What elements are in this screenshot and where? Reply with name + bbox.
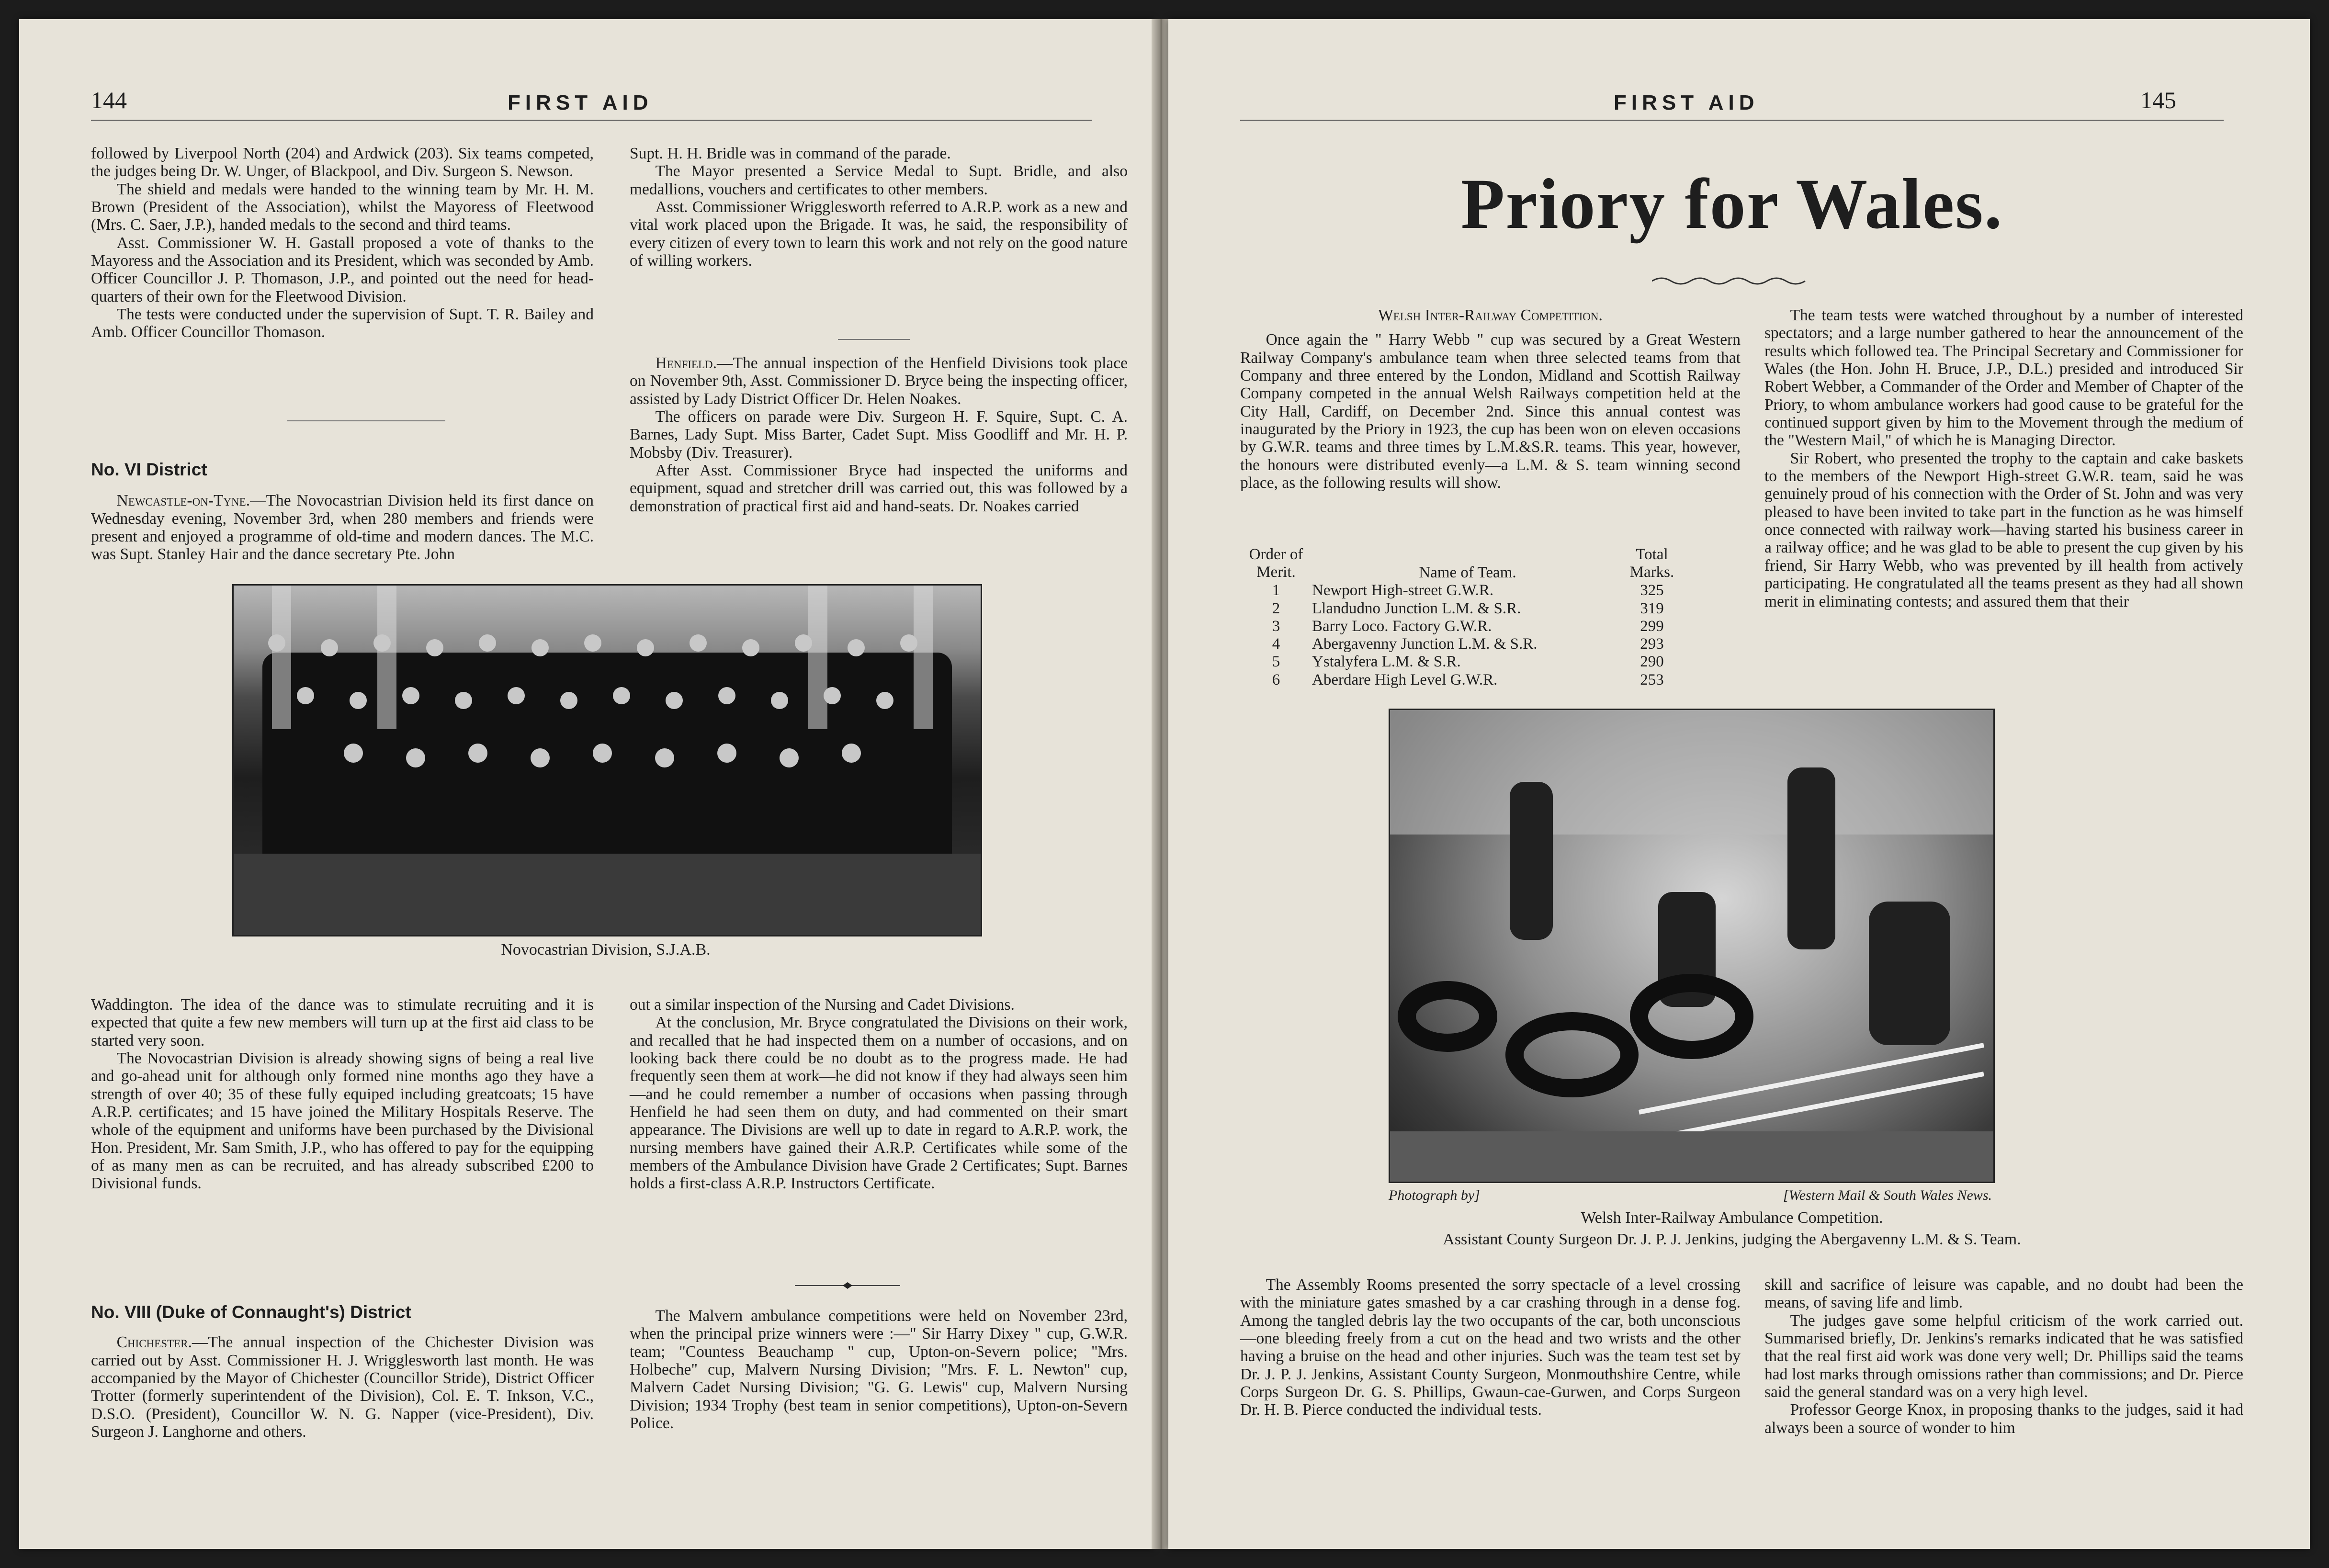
paragraph: Asst. Commissioner W. H. Gastall proposed a vote of thanks to the Mayoress and the Association and its President, which was seconded by Amb. Officer Councillor J. P. Thomason, J.P., and pointed out the need for head-quarters of their own for the Fleetwood Division. <box>91 234 594 305</box>
result-order: 2 <box>1272 599 1280 617</box>
table-row <box>1240 618 1681 635</box>
paragraph: —The annual inspection of the Henfield Divisions took place on November 9th, Asst. Commissioner D. Bryce being the inspecting officer, assisted by Lady District Officer Dr. Helen Noakes. <box>630 354 1128 408</box>
photo-caption-line1: Welsh Inter-Railway Ambulance Competition. <box>1581 1209 1883 1227</box>
paragraph: —The Novocastrian Division held its first dance on Wednesday evening, November 3rd, when 280 members and friends were present and enjoyed a programme of old-time and modern dances. The M.C. was Supt. Stanley Hair and the dance secretary Pte. John <box>91 492 594 564</box>
column-header-name: Name of Team. <box>1419 564 1516 581</box>
henfield-block <box>630 354 1128 515</box>
paragraph: The Mayor presented a Service Medal to Supt. Bridle, and also medallions, vouchers and certificates to other members. <box>630 162 1128 198</box>
table-row <box>1240 600 1681 618</box>
section-heading: Welsh Inter-Railway Competition. <box>1378 306 1603 324</box>
paragraph: After Asst. Commissioner Bryce had inspected the uniforms and equipment, squad and stretcher drill was carried out, this was followed by a demonstration of practical first aid and hand-seats. Dr. Noakes carried <box>630 462 1128 515</box>
paragraph: The Malvern ambulance competitions were held on November 23rd, when the principal prize winners were :—" Sir Harry Dixey " cup, G.W.R. team; "Countess Beauchamp " cup, Upton-on-Severn police; "Mrs. Holbeche" cup, Malvern Nursing Division; "Mrs. F. L. Newton" cup, Malvern Cadet Nursing Division; "G. G. Lewis" cup, Malvern Nursing Division; 1934 Trophy (best team in senior competitions), Upton-on-Severn Police. <box>630 1307 1128 1433</box>
left-col1-bottom <box>91 996 594 1193</box>
table-row <box>1240 653 1681 671</box>
wavy-ornament <box>1652 275 1810 287</box>
left-col2-bottom <box>630 996 1128 1193</box>
right-page <box>1168 19 2310 1549</box>
result-marks: 293 <box>1640 635 1664 653</box>
results-table <box>1240 546 1681 689</box>
result-order: 5 <box>1272 653 1280 671</box>
result-marks: 290 <box>1640 653 1664 671</box>
place-name: Newcastle-on-Tyne. <box>116 492 250 510</box>
paragraph: skill and sacrifice of leisure was capable, and no doubt had been the means, of saving life and limb. <box>1764 1276 2243 1312</box>
header-rule <box>91 120 1092 121</box>
left-col1-top <box>91 145 594 341</box>
paragraph: The shield and medals were handed to the winning team by Mr. H. M. Brown (President of the Association), whilst the Mayoress of Fleetwood (Mrs. C. Saer, J.P.), handed medals to the second and third teams. <box>91 180 594 234</box>
running-head: FIRST AID <box>1614 91 1759 114</box>
paragraph: The judges gave some helpful criticism of the work carried out. Summarised briefly, Dr. Jenkins's remarks indicated that he was satisfied that the real first aid work was done very well; Dr. Phillips said the teams had lost marks through omissions rather than commissions; and Dr. Pierce said the general standard was on a very high level. <box>1764 1311 2243 1401</box>
separator <box>287 420 445 421</box>
photo-caption: Novocastrian Division, S.J.A.B. <box>501 941 711 959</box>
results-header-row <box>1240 546 1681 582</box>
paragraph: Asst. Commissioner Wrigglesworth referred to A.R.P. work as a new and vital work placed upon the Brigade. It was, he said, the responsibility of every citizen of every town to learn this work and not rely on the good nature of willing workers. <box>630 198 1128 270</box>
result-marks: 253 <box>1640 671 1664 688</box>
place-name: Henfield. <box>655 354 717 372</box>
paragraph: Once again the " Harry Webb " cup was secured by a Great Western Railway Company's ambulance team when three selected teams from that Company and three entered by the London, Midland and Scottish Railway Company competed in the annual Welsh Railways competition held at the City Hall, Cardiff, on December 2nd. Since this annual contest was inaugurated by the Priory in 1923, the cup has been won on eleven occasions by G.W.R. teams and three times by L.M.&S.R. teams. This year, however, the honours were distributed evenly—a L.M. & S. team winning second place, as the following results will show. <box>1240 331 1741 492</box>
paragraph: The Novocastrian Division is already showing signs of being a real live and go-ahead unit for although only formed nine months ago they have a strength of over 40; 35 of these fully equiped including greatcoats; 15 have A.R.P. certificates; and 15 have joined the Military Hospitals Reserve. The whole of the equipment and uniforms have been purchased by the Divisional Hon. President, Mr. Sam Smith, J.P., who has offered to pay for the equipping of as many men as can be recruited, and has already subscribed £200 to Divisional funds. <box>91 1049 594 1193</box>
paragraph: out a similar inspection of the Nursing and Cadet Divisions. <box>630 996 1015 1014</box>
result-order: 6 <box>1272 671 1280 688</box>
result-order: 4 <box>1272 635 1280 653</box>
right-col1-top <box>1240 306 1741 492</box>
result-marks: 319 <box>1640 599 1664 617</box>
district8-block <box>91 1302 594 1441</box>
paragraph: Waddington. The idea of the dance was to stimulate recruiting and it is expected that quite a few new members will turn up at the first aid class to be started very soon. <box>91 996 594 1049</box>
result-team: Aberdare High Level G.W.R. <box>1312 671 1498 688</box>
photo-credit-left: Photograph by] <box>1389 1187 1480 1203</box>
competition-photo-illustration <box>1390 710 1993 1182</box>
separator <box>838 339 910 340</box>
left-col2-top <box>630 145 1128 270</box>
article-title: Priory for Wales. <box>1460 164 2003 244</box>
malvern-block <box>630 1307 1128 1432</box>
result-team: Barry Loco. Factory G.W.R. <box>1312 617 1492 635</box>
column-header-total: Total Marks. <box>1629 546 1674 581</box>
table-row <box>1240 582 1681 599</box>
page-number: 144 <box>91 87 127 113</box>
right-col2-bottom <box>1764 1276 2243 1437</box>
result-team: Llandudno Junction L.M. & S.R. <box>1312 599 1521 617</box>
result-order: 1 <box>1272 582 1280 599</box>
table-row <box>1240 671 1681 689</box>
book-spine <box>1152 19 1171 1549</box>
paragraph: Professor George Knox, in proposing thanks to the judges, said it had always been a source of wonder to him <box>1764 1401 2243 1437</box>
inter-railway-competition-photo <box>1389 709 1995 1183</box>
running-head: FIRST AID <box>508 91 653 114</box>
paragraph: The team tests were watched throughout by a number of interested spectators; and a large number gathered to hear the announcement of the results which followed tea. The Principal Secretary and Commissioner for Wales (the Hon. John H. Bruce, J.P., D.L.) presided and introduced Sir Robert Webber, a Commander of the Order and Member of Chapter of the Priory, to whom ambulance workers had good cause to be grateful for the continued support given by him to the Movement through the medium of the "Western Mail," of which he is Managing Director. <box>1764 306 2243 450</box>
result-order: 3 <box>1272 617 1280 635</box>
section-heading: No. VIII (Duke of Connaught's) District <box>91 1302 411 1322</box>
photo-credit-right: [Western Mail & South Wales News. <box>1783 1187 1992 1203</box>
result-team: Newport High-street G.W.R. <box>1312 582 1494 599</box>
place-name: Chichester. <box>116 1333 192 1352</box>
right-col2-top <box>1764 306 2243 610</box>
result-marks: 325 <box>1640 582 1664 599</box>
section-heading: No. VI District <box>91 460 207 479</box>
novocastrian-division-photo <box>232 584 982 936</box>
paragraph: —The annual inspection of the Chichester Division was carried out by Asst. Commissioner H. J. Wrigglesworth last month. He was accompanied by the Mayor of Chichester (Councillor Stride), District Officer Trotter (formerly superintendent of the Division), Col. E. T. Inkson, V.C., D.S.O. (President), Councillor W. N. G. Napper (vice-President), Div. Surgeon J. Langhorne and others. <box>91 1333 594 1441</box>
paragraph: The officers on parade were Div. Surgeon H. F. Squire, Supt. C. A. Barnes, Lady Supt. Miss Barter, Cadet Supt. Miss Goodliff and Mr. H. P. Mobsby (Div. Treasurer). <box>630 408 1128 462</box>
paragraph: Sir Robert, who presented the trophy to the captain and cake baskets to the members of the Newport High-street G.W.R. team, said he was genuinely proud of his connection with the Order of St. John and was very pleased to have been invited to take part in the function as he was himself once connected with railway work—having started his business career in a railway office; and he was glad to be able to present the cup given by his friend, Sir Harry Webb, who was prevented by ill health from actively participating. He congratulated all the teams present as they had all shown merit in eliminating contests; and assured them that their <box>1764 449 2243 610</box>
result-team: Ystalyfera L.M. & S.R. <box>1312 653 1461 671</box>
paragraph: followed by Liverpool North (204) and Ardwick (203). Six teams competed, the judges being Dr. W. Unger, of Blackpool, and Div. Surgeon S. Newson. <box>91 145 594 180</box>
column-header-order: Order of Merit. <box>1249 546 1303 581</box>
result-team: Abergavenny Junction L.M. & S.R. <box>1312 635 1538 653</box>
group-photo-illustration <box>234 586 981 935</box>
result-marks: 299 <box>1640 617 1664 635</box>
ornament-divider <box>795 1281 900 1290</box>
paragraph: The Assembly Rooms presented the sorry spectacle of a level crossing with the miniature gates smashed by a car crashing through in a dense fog. Among the tangled debris lay the two occupants of the car, both unconscious—one bleeding freely from a cut on the head and two wrists and the other having a bruise on the head and other injuries. Such was the team test set by Dr. J. P. J. Jenkins, Assistant County Surgeon, Monmouthshire Centre, while Corps Surgeon Dr. G. S. Phillips, Gwaun-cae-Gurwen, and Corps Surgeon Dr. H. B. Pierce conducted the individual tests. <box>1240 1276 1741 1419</box>
right-col1-bottom <box>1240 1276 1741 1419</box>
table-row <box>1240 635 1681 653</box>
paragraph: Supt. H. H. Bridle was in command of the parade. <box>630 145 951 162</box>
header-rule <box>1240 120 2224 121</box>
district6-block <box>91 460 594 564</box>
paragraph: The tests were conducted under the supervision of Supt. T. R. Bailey and Amb. Officer Councillor Thomason. <box>91 305 594 341</box>
paragraph: At the conclusion, Mr. Bryce congratulated the Divisions on their work, and recalled that he had inspected them on a number of occasions, and on looking back there could be no doubt as to the progress made. He had frequently seen them at work—he did not know if they had always seen him—and he could remember a number of occasions when passing through Henfield he had seen them on duty, and had commented on their smart appearance. The Divisions are well up to date in regard to A.R.P. work, the nursing members have gained their A.R.P. Certificates while some of the members of the Ambulance Division have Grade 2 Certificates; Supt. Barnes holds a first-class A.R.P. Instructors Certificate. <box>630 1014 1128 1193</box>
left-page <box>19 19 1154 1549</box>
page-number: 145 <box>2140 87 2176 113</box>
photo-caption-line2: Assistant County Surgeon Dr. J. P. J. Jenkins, judging the Abergavenny L.M. & S. Team. <box>1443 1230 2021 1248</box>
